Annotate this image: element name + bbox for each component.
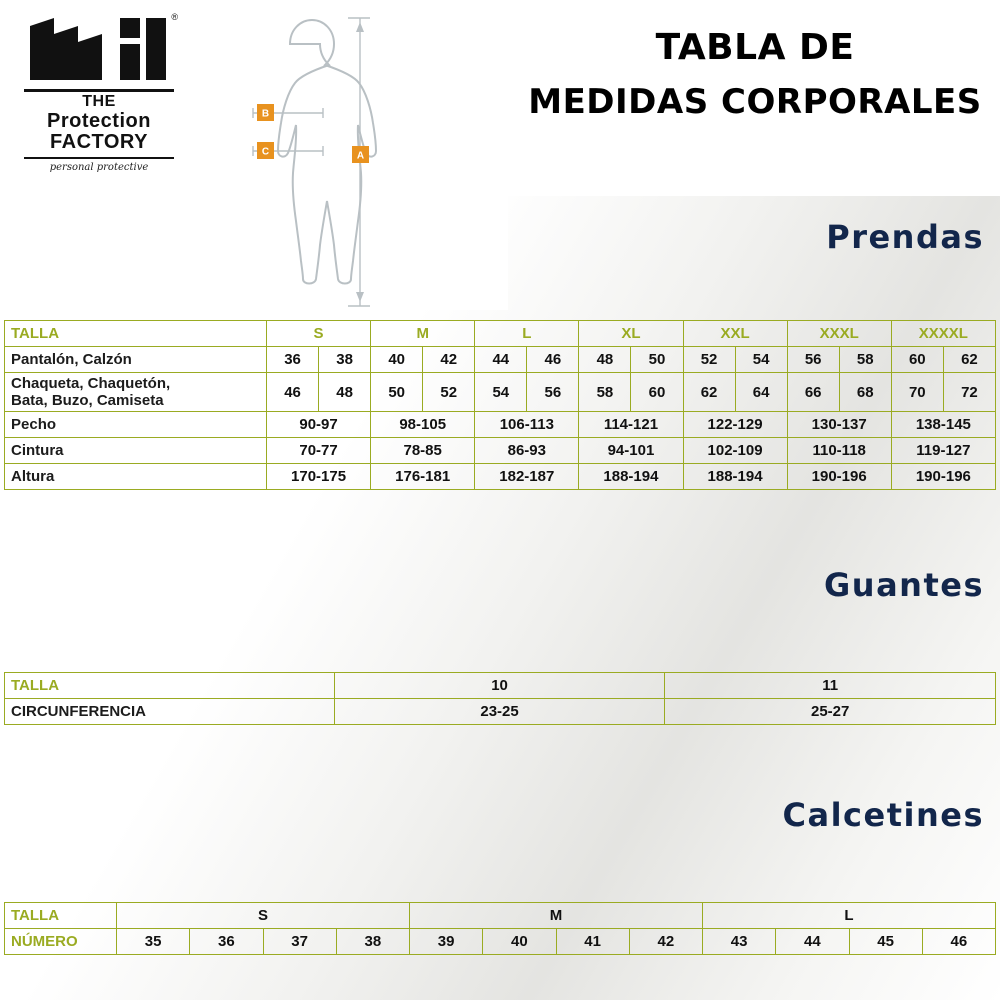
cell-value: 122-129 [683, 412, 787, 438]
cell-value: 43 [703, 929, 776, 955]
logo-line-protection: Protection [47, 109, 151, 132]
table-row-header [5, 903, 996, 929]
table-prendas [4, 320, 996, 490]
header-size-l: L [475, 321, 579, 347]
cell-value: 10 [334, 673, 665, 699]
row-label-talla-guantes: TALLA [5, 673, 335, 699]
cell-value: 58 [839, 347, 891, 373]
cell-value: 94-101 [579, 438, 683, 464]
header-group-s: S [117, 903, 410, 929]
svg-text:A: A [356, 150, 365, 162]
header-size-xxxl: XXXL [787, 321, 891, 347]
header [0, 0, 1000, 196]
cell-value: 66 [787, 373, 839, 412]
cell-value: 119-127 [891, 438, 995, 464]
table-row [5, 699, 996, 725]
logo-mark-icon [24, 12, 178, 86]
cell-value: 37 [263, 929, 336, 955]
logo-tagline: personal protective [49, 161, 149, 173]
header-size-s: S [267, 321, 371, 347]
brand-logo [18, 14, 180, 182]
cell-value: 48 [579, 347, 631, 373]
logo-divider-bottom [24, 157, 174, 159]
header-size-xxxxl: XXXXL [891, 321, 995, 347]
cell-value: 44 [776, 929, 849, 955]
cell-value: 60 [891, 347, 943, 373]
cell-value: 46 [267, 373, 319, 412]
cell-value: 52 [683, 347, 735, 373]
svg-text:B: B [261, 108, 270, 120]
logo-line-factory: FACTORY [50, 130, 148, 153]
svg-text:C: C [261, 146, 270, 158]
cell-value: 182-187 [475, 464, 579, 490]
cell-value: 38 [336, 929, 409, 955]
row-label-numero: NÚMERO [5, 929, 117, 955]
table-calcetines [4, 902, 996, 955]
cell-value: 170-175 [267, 464, 371, 490]
logo-divider-top [24, 89, 174, 92]
cell-value: 39 [410, 929, 483, 955]
cell-value: 188-194 [579, 464, 683, 490]
cell-value: 86-93 [475, 438, 579, 464]
cell-value: 110-118 [787, 438, 891, 464]
page-title-line1: TABLA DE [655, 27, 855, 68]
header-size-m: M [371, 321, 475, 347]
cell-value: 188-194 [683, 464, 787, 490]
header-size-xxl: XXL [683, 321, 787, 347]
cell-value: 46 [527, 347, 579, 373]
cell-value: 62 [943, 347, 995, 373]
header-group-m: M [410, 903, 703, 929]
row-label-pantalon: Pantalón, Calzón [5, 347, 267, 373]
cell-value: 68 [839, 373, 891, 412]
cell-value: 50 [631, 347, 683, 373]
table-row [5, 412, 996, 438]
section-heading-calcetines: Calcetines [782, 796, 984, 834]
cell-value: 36 [267, 347, 319, 373]
logo-line-the: THE [82, 93, 116, 110]
table-row [5, 373, 996, 412]
row-label-chaqueta-line2: Bata, Buzo, Camiseta [11, 392, 164, 409]
cell-value: 176-181 [371, 464, 475, 490]
cell-value: 138-145 [891, 412, 995, 438]
page-title [520, 20, 990, 128]
cell-value: 44 [475, 347, 527, 373]
cell-value: 46 [922, 929, 995, 955]
table-guantes [4, 672, 996, 725]
cell-value: 42 [629, 929, 702, 955]
cell-value: 106-113 [475, 412, 579, 438]
page-title-line2: MEDIDAS CORPORALES [528, 81, 982, 122]
body-measurement-diagram [208, 8, 508, 310]
header-size-xl: XL [579, 321, 683, 347]
cell-value: 52 [423, 373, 475, 412]
cell-value: 41 [556, 929, 629, 955]
cell-value: 130-137 [787, 412, 891, 438]
cell-value: 23-25 [334, 699, 665, 725]
table-row [5, 347, 996, 373]
cell-value: 190-196 [787, 464, 891, 490]
cell-value: 54 [735, 347, 787, 373]
cell-value: 11 [665, 673, 996, 699]
section-heading-guantes: Guantes [824, 566, 984, 604]
cell-value: 40 [371, 347, 423, 373]
cell-value: 102-109 [683, 438, 787, 464]
table-row [5, 464, 996, 490]
cell-value: 60 [631, 373, 683, 412]
cell-value: 40 [483, 929, 556, 955]
header-group-l: L [703, 903, 996, 929]
cell-value: 114-121 [579, 412, 683, 438]
cell-value: 50 [371, 373, 423, 412]
table-row [5, 929, 996, 955]
cell-value: 42 [423, 347, 475, 373]
table-row [5, 673, 996, 699]
cell-value: 36 [190, 929, 263, 955]
cell-value: 190-196 [891, 464, 995, 490]
section-heading-prendas: Prendas [826, 218, 984, 256]
cell-value: 35 [117, 929, 190, 955]
cell-value: 62 [683, 373, 735, 412]
cell-value: 90-97 [267, 412, 371, 438]
row-label-pecho: Pecho [5, 412, 267, 438]
row-label-chaqueta [5, 373, 267, 412]
cell-value: 72 [943, 373, 995, 412]
cell-value: 38 [319, 347, 371, 373]
cell-value: 58 [579, 373, 631, 412]
row-label-chaqueta-line1: Chaqueta, Chaquetón, [11, 375, 171, 392]
row-label-cintura: Cintura [5, 438, 267, 464]
table-row [5, 438, 996, 464]
cell-value: 45 [849, 929, 922, 955]
cell-value: 25-27 [665, 699, 996, 725]
row-label-altura: Altura [5, 464, 267, 490]
row-label-circunferencia: CIRCUNFERENCIA [5, 699, 335, 725]
cell-value: 70 [891, 373, 943, 412]
cell-value: 98-105 [371, 412, 475, 438]
cell-value: 54 [475, 373, 527, 412]
registered-mark-icon: ® [171, 12, 178, 22]
cell-value: 56 [527, 373, 579, 412]
cell-value: 48 [319, 373, 371, 412]
header-talla-calcetines: TALLA [5, 903, 117, 929]
cell-value: 78-85 [371, 438, 475, 464]
cell-value: 70-77 [267, 438, 371, 464]
table-row-header [5, 321, 996, 347]
cell-value: 56 [787, 347, 839, 373]
cell-value: 64 [735, 373, 787, 412]
header-talla: TALLA [5, 321, 267, 347]
